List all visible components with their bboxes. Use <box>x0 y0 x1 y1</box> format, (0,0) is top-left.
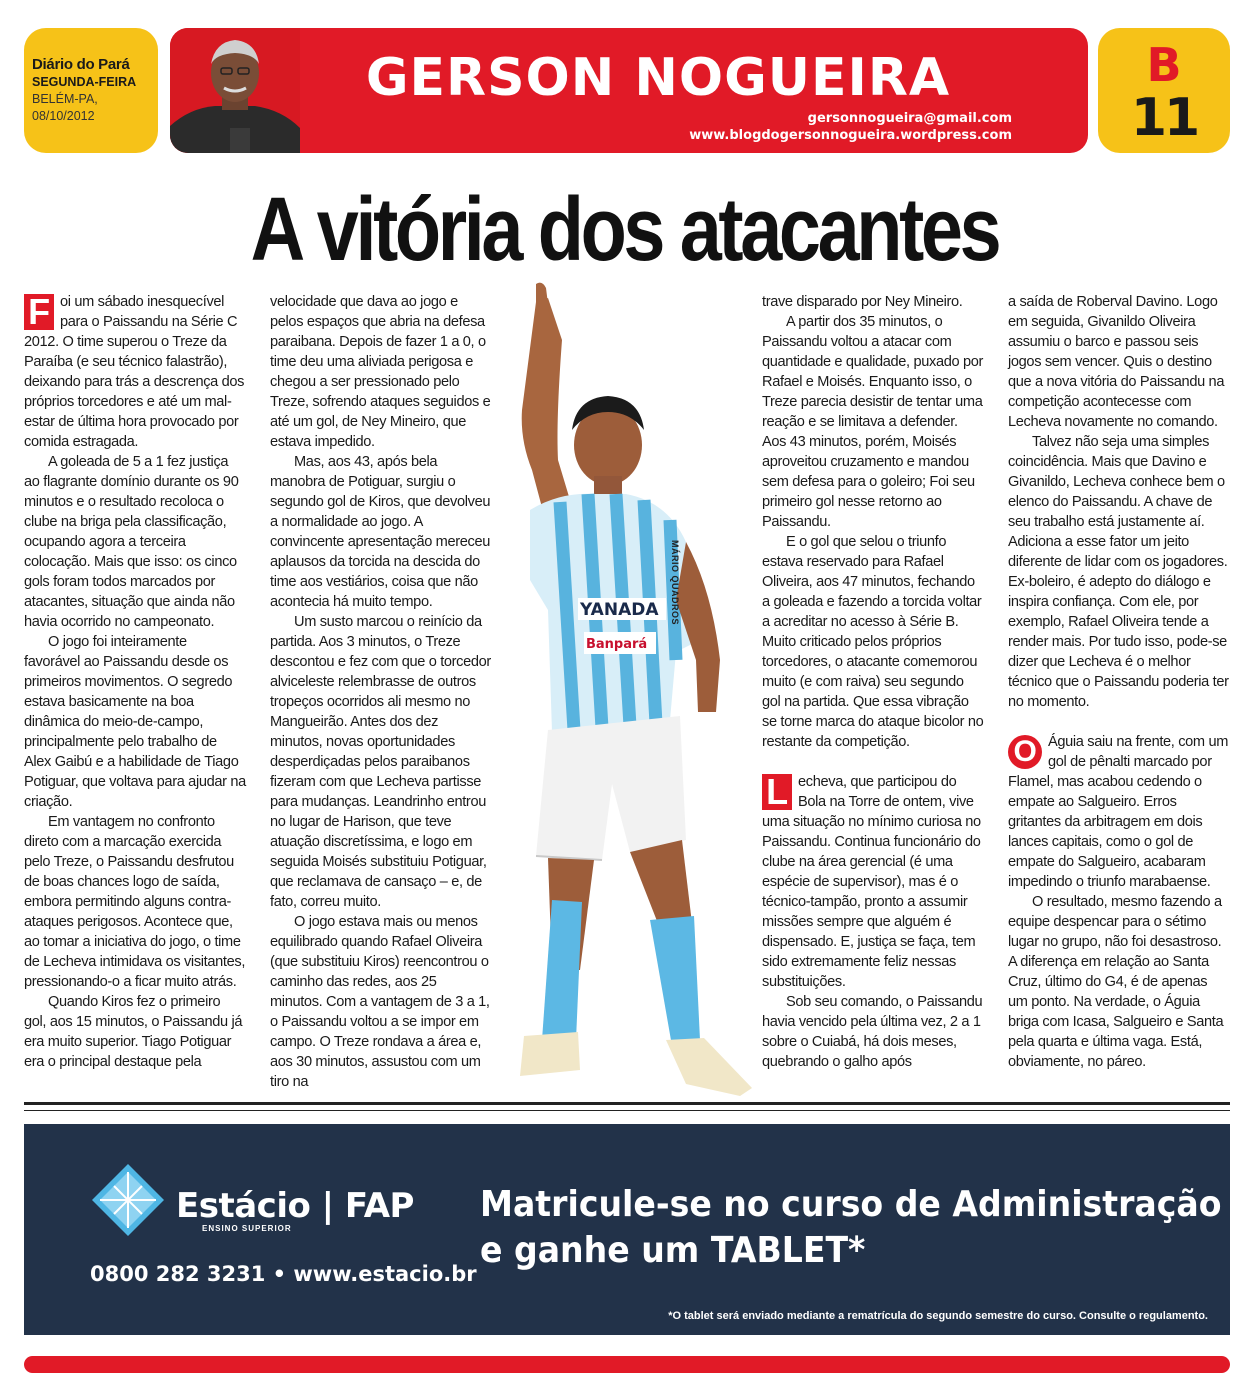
weekday: SEGUNDA-FEIRA <box>32 75 137 89</box>
player-photo <box>490 280 780 1100</box>
section-letter: B <box>1146 38 1182 92</box>
drop-cap: L <box>762 774 792 810</box>
jersey-sponsor: YANADA <box>580 600 659 620</box>
date: 08/10/2012 <box>32 109 95 123</box>
ad-subtitle: ENSINO SUPERIOR <box>202 1224 292 1233</box>
paragraph: Talvez não seja uma simples coincidência. Mais que Davino e Givanildo, Lecheva conhece bem o elenco do Paissandu. A chave de seu trabalho está justamente aí. Adiciona a esse fator um jeito diferente de lidar com os jogadores. Ex-boleiro, é adepto do diálogo e inspira confiança. Com ele, por exemplo, Rafael Oliveira tende a render mais. Por tudo isso, pode-se dizer que Lecheva é o melhor técnico que o Paissandu poderia ter no momento. <box>1008 434 1229 710</box>
paragraph: velocidade que dava ao jogo e pelos espaços que abria na defesa paraibana. Depois de fazer 1 a 0, o time deu uma aliviada perigosa e chegou a ser pressionado pelo Treze, sofrendo ataques seguidos e até um gol, de Ney Mineiro, que estava impedido. <box>270 294 491 450</box>
ad-brand: Estácio | FAP <box>176 1186 414 1226</box>
paragraph: L echeva, que participou do Bola na Torre de ontem, vive uma situação no mínimo curiosa no Paissandu. Continua funcionário do clube na área gerencial (é uma espécie de supervisor), mas é o técnico-tampão, pronto a assumir missões sempre que alguém é dispensado. E, justiça se faça, tem sido extremamente feliz nessas substituições. <box>762 771 981 990</box>
paragraph: Mas, aos 43, após bela manobra de Potiguar, surgiu o segundo gol de Kiros, que devolveu a normalidade ao jogo. A convincente apresentação mereceu aplausos da torcida na descida do time aos vestiários, coisa que não acontecia há muito tempo. <box>270 454 491 610</box>
paragraph: F oi um sábado inesquecível para o Paissandu na Série C 2012. O time superou o Treze da Paraíba (e seu técnico falastrão), deixando para trás a descrença dos próprios torcedores e até um mal-estar de última hora provocado por comida estragada. <box>24 291 245 450</box>
ad-contact: 0800 282 3231 • www.estacio.br <box>90 1262 477 1286</box>
paragraph: trave disparado por Ney Mineiro. <box>762 294 963 310</box>
paragraph: Em vantagem no confronto direto com a marcação exercida pelo Treze, o Paissandu desfrutou de boas chances logo de saída, embora permitindo alguns contra-ataques perigosos. Acontece que, ao tomar a iniciativa do jogo, o time de Lecheva intimidava os visitantes, pressionando-o a ficar muito atrás. <box>24 814 246 990</box>
page-marker <box>1098 28 1230 153</box>
columnist-blog[interactable]: www.blogdogersonnogueira.wordpress.com <box>689 128 1012 143</box>
section-divider <box>24 1102 1230 1111</box>
page-number: 11 <box>1130 88 1198 148</box>
photo-credit: MÁRIO QUADROS <box>670 540 680 625</box>
paragraph: O jogo foi inteiramente favorável ao Paissandu desde os primeiros movimentos. O segredo estava basicamente na boa dinâmica do meio-de-campo, principalmente pelo trabalho de Alex Gaibú e a habilidade de Tiago Potiguar, que voltava para ajudar na criação. <box>24 634 246 810</box>
paragraph: Sob seu comando, o Paissandu havia vencido pela última vez, 2 a 1 sobre o Cuiabá, há dois meses, quebrando o galho após <box>762 994 983 1070</box>
article-column-1 <box>24 292 246 1072</box>
article-headline: A vitória dos atacantes <box>250 180 999 280</box>
paragraph: E o gol que selou o triunfo estava reservado para Rafael Oliveira, aos 47 minutos, fechando a goleada e fazendo a torcida voltar a acreditar no acesso à Série B. Muito criticado pelos próprios torcedores, o atacante comemorou muito (e com raiva) seu segundo gol na partida. Que essa vibração se torne marca do ataque bicolor no restante da competição. <box>762 534 984 750</box>
columnist-name: GERSON NOGUEIRA <box>365 48 951 108</box>
drop-cap: F <box>24 294 54 330</box>
paragraph: O Águia saiu na frente, com um gol de pênalti marcado por Flamel, mas acabou cedendo o empate ao Salgueiro. Erros gritantes da arbitragem em dois lances capitais, como o gol de empate do Salgueiro, acabaram impedindo o triunfo marabaense. <box>1008 734 1229 890</box>
date-box <box>24 28 158 153</box>
article-column-3 <box>762 292 984 1072</box>
article-column-2 <box>270 292 492 1092</box>
paragraph: A partir dos 35 minutos, o Paissandu voltou a atacar com quantidade e qualidade, puxado por Rafael e Moisés. Enquanto isso, o Treze parecia desistir de tentar uma reação e se limitava a defender. Aos 43 minutos, porém, Moisés aproveitou cruzamento e mandou sem defesa para o goleiro; Foi seu primeiro gol nesse retorno ao Paissandu. <box>762 314 983 530</box>
paragraph: A goleada de 5 a 1 fez justiça ao flagrante domínio durante os 90 minutos e o resultado recoloca o clube na briga pela classificação, ocupando agora a terceira colocação. Mais que isso: os cinco gols foram todos marcados por atacantes, situação que ainda não havia ocorrido no campeonato. <box>24 454 239 630</box>
bottom-bar <box>24 1356 1230 1373</box>
columnist-email[interactable]: gersonnogueira@gmail.com <box>807 111 1012 126</box>
article-column-4 <box>1008 292 1230 1072</box>
paragraph: O jogo estava mais ou menos equilibrado quando Rafael Oliveira (que substituiu Kiros) reencontrou o caminho das redes, aos 25 minutos. Com a vantagem de 3 a 1, o Paissandu voltou a se impor em campo. O Treze rondava a área e, aos 30 minutos, assustou com um tiro na <box>270 914 490 1090</box>
paragraph: O resultado, mesmo fazendo a equipe despencar para o sétimo lugar no grupo, não foi desastroso. A diferença em relação ao Santa Cruz, último do G4, é de apenas um ponto. Na verdade, o Águia briga com Icasa, Salgueiro e Santa pela quarta e última vaga. Está, obviamente, no páreo. <box>1008 894 1224 1070</box>
estacio-logo-icon <box>92 1164 164 1236</box>
drop-cap: O <box>1008 735 1042 769</box>
jersey-sponsor-2: Banpará <box>586 637 648 652</box>
paragraph: Quando Kiros fez o primeiro gol, aos 15 minutos, o Paissandu já era muito superior. Tiago Potiguar era o principal destaque pela <box>24 994 243 1070</box>
city: BELÉM-PA, <box>32 92 98 106</box>
columnist-photo <box>170 28 300 153</box>
paragraph: Um susto marcou o reinício da partida. Aos 3 minutos, o Treze descontou e fez com que o torcedor alviceleste relembrasse de outros tropeços ocorridos ali mesmo no Mangueirão. Antes dos dez minutos, novas oportunidades desperdiçadas pelos paraibanos fizeram com que Lecheva partisse para mudanças. Leandrinho entrou no lugar de Harison, que teve atuação discretíssima, e logo em seguida Moisés substituiu Potiguar, que reclamava de cansaço – e, de fato, correu muito. <box>270 614 491 910</box>
ad-headline: Matricule-se no curso de Administração e ganhe um TABLET* <box>480 1184 1222 1271</box>
advertisement[interactable] <box>24 1124 1230 1335</box>
paragraph: a saída de Roberval Davino. Logo em seguida, Givanildo Oliveira assumiu o barco e passou seis jogos sem vencer. Quis o destino que a nova vitória do Paissandu na competição acontecesse com Lecheva novamente no comando. <box>1008 294 1225 430</box>
ad-footnote: *O tablet será enviado mediante a rematrícula do segundo semestre do curso. Consulte o regulamento. <box>668 1310 1208 1322</box>
contact-info <box>689 110 1012 144</box>
columnist-banner <box>170 28 1088 153</box>
newspaper-name: Diário do Pará <box>32 56 130 73</box>
